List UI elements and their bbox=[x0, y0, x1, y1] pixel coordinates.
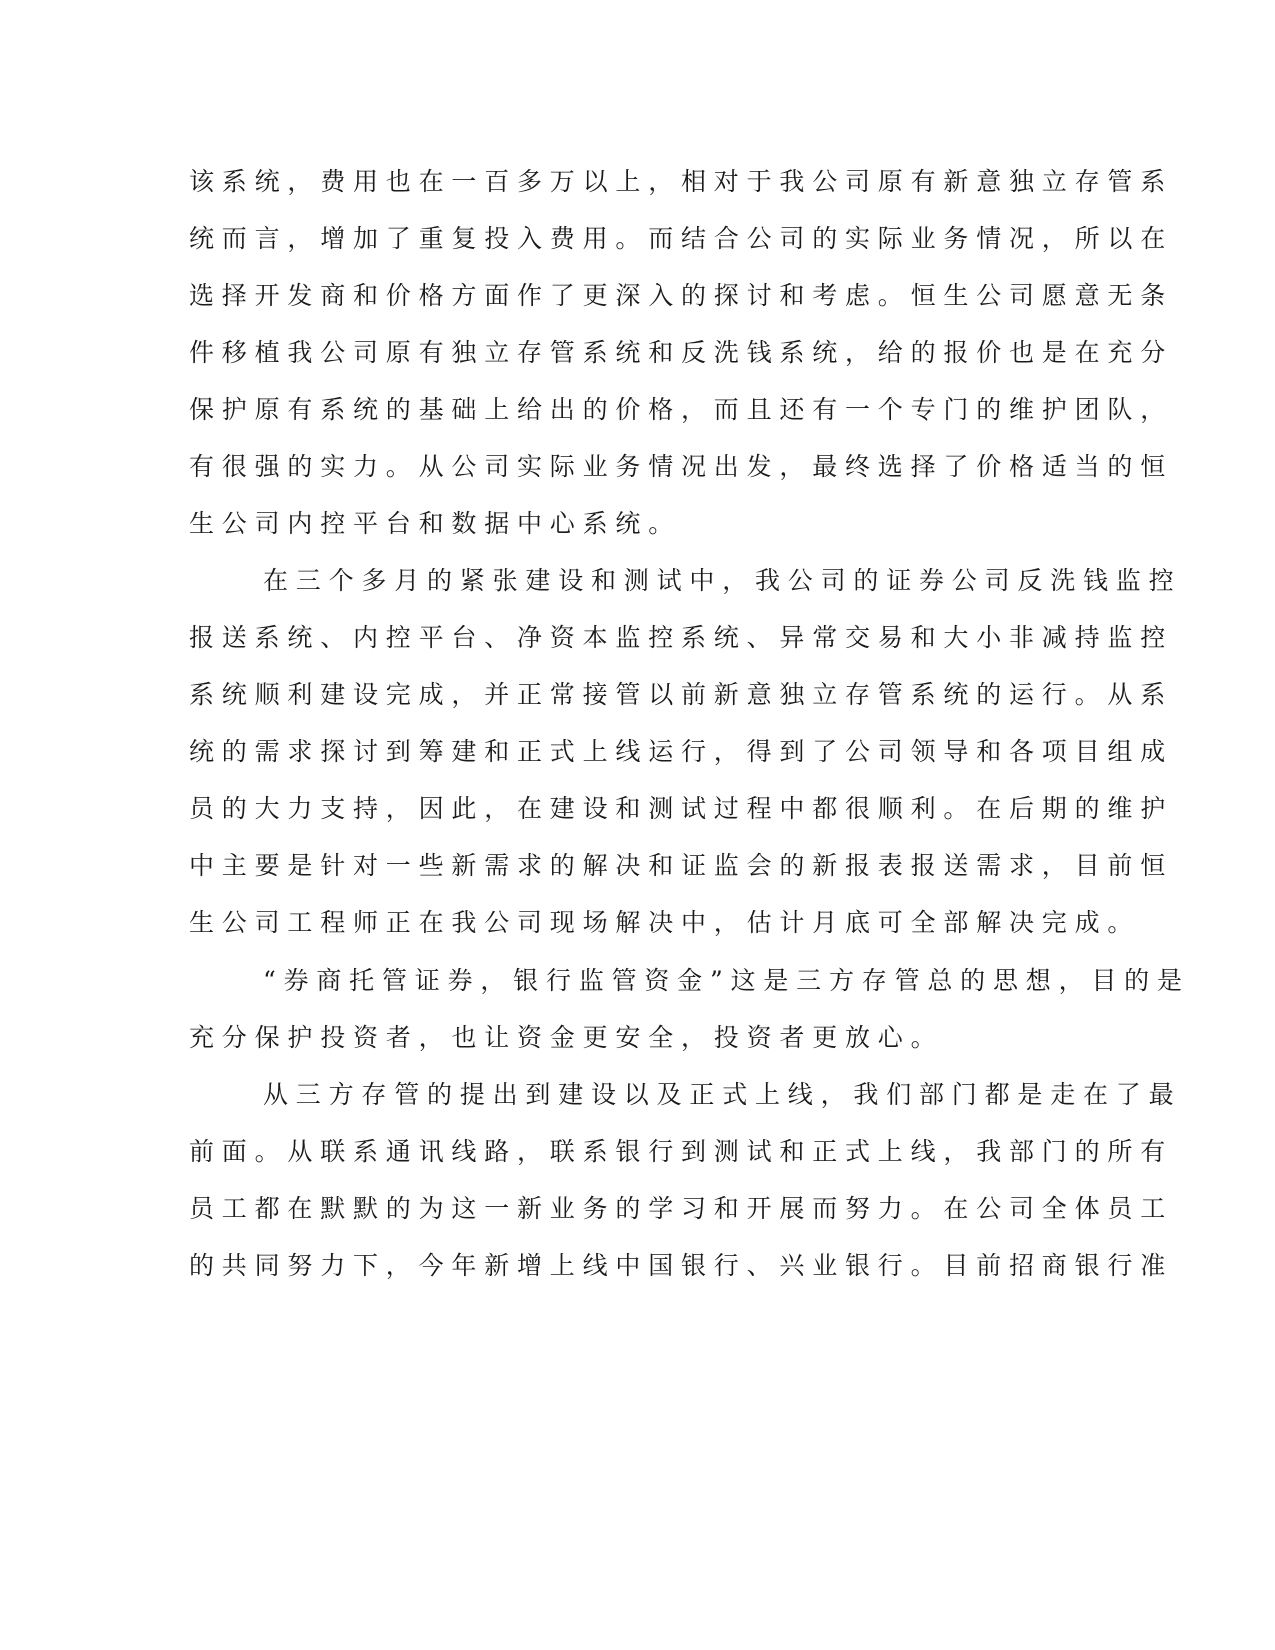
text-line: 该系统，费用也在一百多万以上，相对于我公司原有新意独立存管系 bbox=[189, 167, 1174, 196]
text-line: 中主要是针对一些新需求的解决和证监会的新报表报送需求，目前恒 bbox=[189, 851, 1174, 880]
text-line: 保护原有系统的基础上给出的价格，而且还有一个专门的维护团队， bbox=[189, 395, 1174, 424]
text-line: 前面。从联系通讯线路，联系银行到测试和正式上线，我部门的所有 bbox=[189, 1137, 1174, 1166]
text-line: 报送系统、内控平台、净资本监控系统、异常交易和大小非减持监控 bbox=[189, 623, 1174, 652]
text-line: 统而言，增加了重复投入费用。而结合公司的实际业务情况，所以在 bbox=[189, 224, 1174, 253]
text-line: 系统顺利建设完成，并正常接管以前新意独立存管系统的运行。从系 bbox=[189, 680, 1174, 709]
text-line: 生公司内控平台和数据中心系统。 bbox=[189, 509, 682, 538]
text-line: 员的大力支持，因此，在建设和测试过程中都很顺利。在后期的维护 bbox=[189, 794, 1174, 823]
text-line: 有很强的实力。从公司实际业务情况出发，最终选择了价格适当的恒 bbox=[189, 452, 1174, 481]
text-line: 在三个多月的紧张建设和测试中，我公司的证券公司反洗钱监控 bbox=[263, 566, 1182, 595]
text-line: 的共同努力下，今年新增上线中国银行、兴业银行。目前招商银行准 bbox=[189, 1251, 1174, 1280]
text-line: 充分保护投资者，也让资金更安全，投资者更放心。 bbox=[189, 1023, 944, 1052]
text-line: 员工都在默默的为这一新业务的学习和开展而努力。在公司全体员工 bbox=[189, 1194, 1174, 1223]
text-line: 生公司工程师正在我公司现场解决中，估计月底可全部解决完成。 bbox=[189, 908, 1141, 937]
text-line: 从三方存管的提出到建设以及正式上线，我们部门都是走在了最 bbox=[263, 1080, 1182, 1109]
text-line: “券商托管证券，银行监管资金”这是三方存管总的思想，目的是 bbox=[263, 966, 1190, 995]
text-line: 选择开发商和价格方面作了更深入的探讨和考虑。恒生公司愿意无条 bbox=[189, 281, 1174, 310]
text-line: 统的需求探讨到筹建和正式上线运行，得到了公司领导和各项目组成 bbox=[189, 737, 1174, 766]
text-line: 件移植我公司原有独立存管系统和反洗钱系统，给的报价也是在充分 bbox=[189, 338, 1174, 367]
